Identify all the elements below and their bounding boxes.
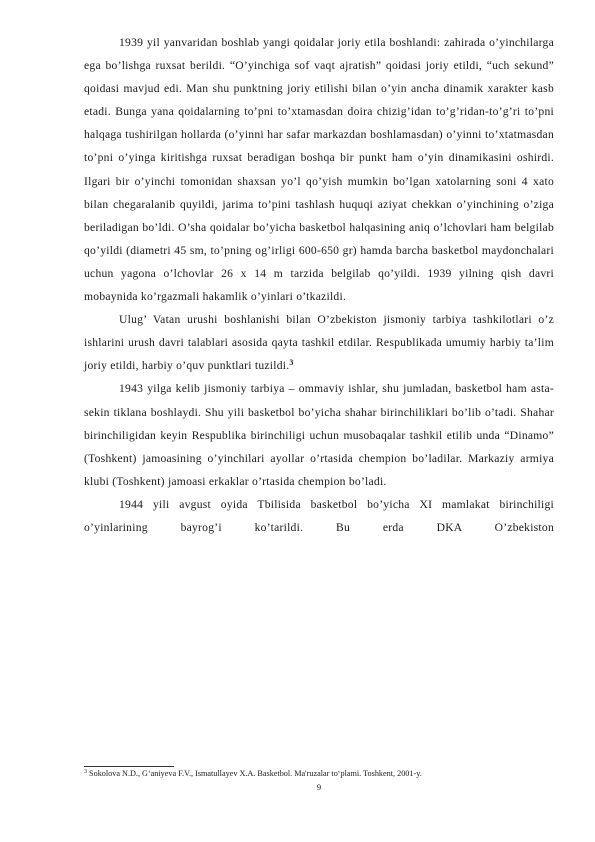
- paragraph-text: 1944 yili avgust oyida Tbilisida basketbol bo’yicha XI mamlakat birinchiligi o’yinlarining bayrog’i ko’tarildi. Bu erda DKA O’zbekiston: [84, 497, 554, 534]
- paragraph-text: Ulug’ Vatan urushi boshlanishi bilan O’zbekiston jismoniy tarbiya tashkilotlari o’z ishlarini urush davri talablari asosida qayta tashkil etdilar. Respublikada umumiy harbiy ta’lim joriy etildi, harbiy o’quv punktlari tuzildi.: [84, 313, 554, 373]
- footnote-reference[interactable]: 3: [289, 358, 294, 368]
- footnote-marker: 3: [84, 769, 87, 775]
- footnote-divider: [84, 766, 174, 767]
- paragraph-war-period: [84, 308, 554, 377]
- paragraph-text: 1939 yil yanvaridan boshlab yangi qoidalar joriy etila boshlandi: zahirada o’yinchilarga ega bo’lishga ruxsat berildi. “O’yinchiga sof vaqt ajratish” qoidasi joriy etildi, “uch sekund” qoidasi mavjud edi. Man shu punktning joriy etilishi bilan o’yin ancha dinamik xarakter kasb etadi. Bunga yana qoidalarning to’pni to’xtamasdan doira chizig’idan to’g’ridan-to’g’ri to’pni halqaga tushirilgan hollarda (o’yinni har safar markazdan boshlamasdan) o’yinni to’xtatmasdan to’pni o’yinga kiritishga ruxsat beradigan boshqa bir punkt ham o’yin dinamikasini oshirdi. Ilgari bir o’yinchi tomonidan shaxsan yo’l qo’yish mumkin bo’lgan xatolarning soni 4 xato bilan chegaralanib quyildi, jarima to’pini tashlash huquqi aziyat chekkan o’yinchining o’ziga beriladigan bo’ldi. O’sha qoidalar bo’yicha basketbol halqasining aniq o’lchovlari ham belgilab qo’yildi (diametri 45 sm, to’pning og’irligi 600-650 gr) hamda barcha basketbol maydonchalari uchun yagona o’lchovlar 26 x 14 m tarzida belgilab qo’yildi. 1939 yilning qish davri mobaynida ko’rgazmali hakamlik o’yinlari o’tkazildi.: [84, 36, 554, 304]
- body-text: [84, 31, 554, 539]
- paragraph-text: 1943 yilga kelib jismoniy tarbiya – ommaviy ishlar, shu jumladan, basketbol ham asta-sekin tiklana boshlaydi. Shu yili basketbol bo’yicha shahar birinchiliklari bo’lib o’tadi. Shahar birinchiligidan keyin Respublika birinchiligi uchun musobaqalar tashkil etilib unda “Dinamo” (Toshkent) jamoasining o’yinchilari ayollar o’rtasida chempion bo’ladilar. Markaziy armiya klubi (Toshkent) jamoasi erkaklar o’rtasida chempion bo’ladi.: [84, 382, 554, 488]
- paragraph-1939-rules: [84, 31, 554, 308]
- footnote-text: Sokolova N.D., G‘aniyeva F.V., Ismatullayev X.A. Basketbol. Ma'ruzalar to‘plami. Toshkent, 2001-y.: [87, 769, 422, 778]
- page-number: 9: [316, 782, 322, 792]
- paragraph-1944-tbilisi: [84, 493, 554, 539]
- footnote: [84, 768, 554, 780]
- paragraph-1943-revival: [84, 377, 554, 492]
